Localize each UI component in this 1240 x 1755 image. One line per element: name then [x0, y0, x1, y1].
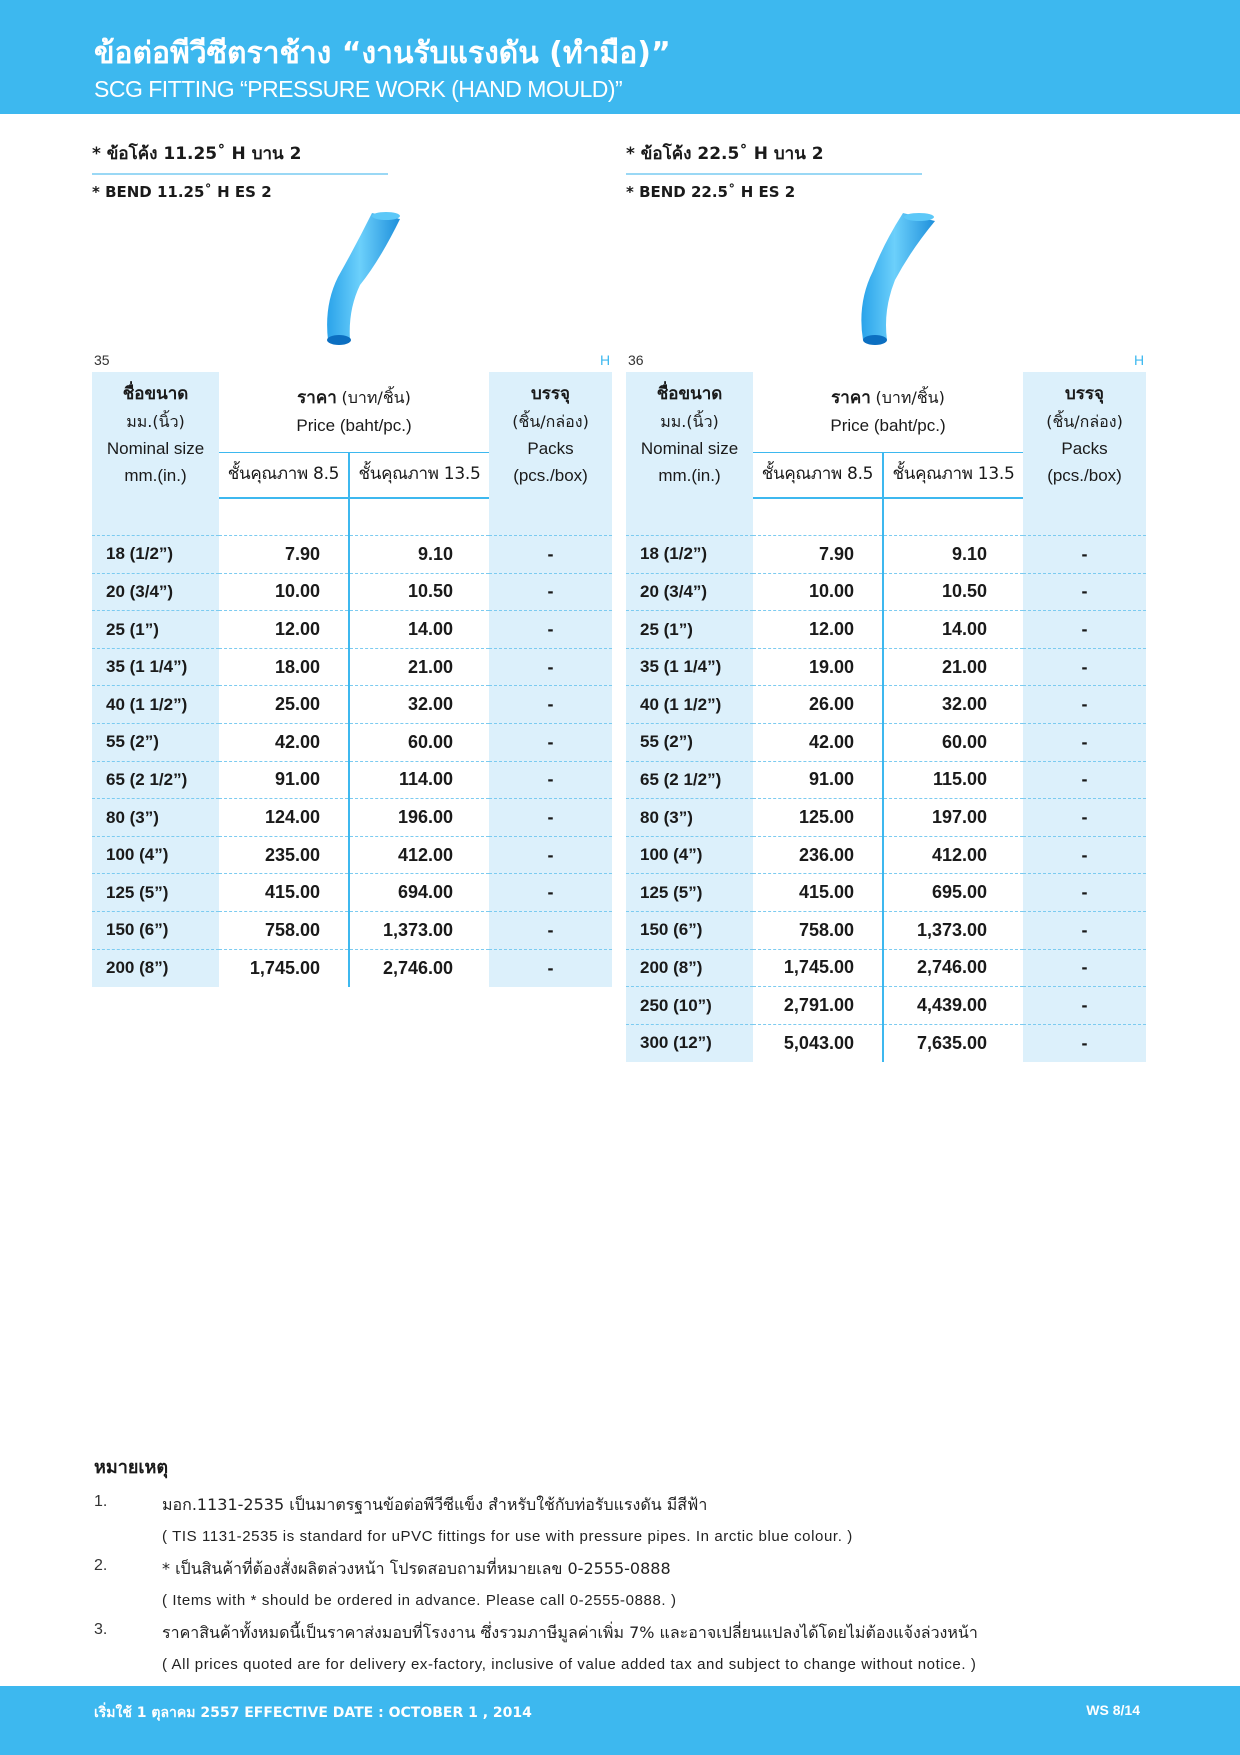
packs-cell: -	[489, 912, 612, 950]
price-grade-13-5-cell: 197.00	[883, 799, 1023, 837]
table-row	[92, 573, 612, 611]
price-grade-13-5-cell: 412.00	[349, 836, 489, 874]
packs-cell: -	[489, 724, 612, 762]
packs-cell: -	[1023, 761, 1146, 799]
price-grade-8-5-cell: 12.00	[219, 611, 349, 649]
note-text-th: * เป็นสินค้าที่ต้องสั่งผลิตล่วงหน้า โปรดสอบถามที่หมายเลข 0-2555-0888	[162, 1559, 671, 1578]
section-title: * ข้อโค้ง 11.25˚ H บาน 2	[92, 140, 388, 175]
packs-cell: -	[489, 799, 612, 837]
table-row	[626, 949, 1146, 987]
table-row	[92, 949, 612, 987]
price-grade-13-5-cell: 2,746.00	[382, 957, 454, 978]
packs-cell: -	[489, 761, 612, 799]
size-cell: 250 (10”)	[626, 987, 753, 1025]
table-row	[92, 761, 612, 799]
packs-cell: -	[1023, 874, 1146, 912]
price-table	[92, 372, 612, 987]
price-grade-8-5-cell: 1,745.00	[219, 949, 349, 987]
price-grade-8-5-cell: 91.00	[753, 761, 883, 799]
size-cell: 125 (5”)	[626, 874, 753, 912]
price-grade-13-5-cell: 10.50	[883, 573, 1023, 611]
note-item	[94, 1493, 1154, 1549]
price-grade-8-5-cell: 7.90	[753, 536, 883, 574]
table-row	[626, 536, 1146, 574]
table-row	[626, 724, 1146, 762]
note-text-th: มอก.1131-2535 เป็นมาตรฐานข้อต่อพีวีซีแข็ง สำหรับใช้กับท่อรับแรงดัน มีสีฟ้า	[162, 1495, 708, 1514]
price-grade-8-5-cell: 1,745.00	[753, 949, 883, 987]
col-header-grade-8-5: ชั้นคุณภาพ 8.5	[753, 452, 883, 498]
effective-date: เริ่มใช้ 1 ตุลาคม 2557 EFFECTIVE DATE : OCTOBER 1 , 2014	[94, 1705, 532, 1721]
price-grade-8-5-cell: 25.00	[219, 686, 349, 724]
col-header-grade-13-5: ชั้นคุณภาพ 13.5	[883, 452, 1023, 498]
table-row	[626, 1024, 1146, 1062]
size-cell: 200 (8”)	[626, 949, 753, 987]
size-cell: 65 (2 1/2”)	[626, 761, 753, 799]
packs-cell: -	[1023, 799, 1146, 837]
size-cell: 200 (8”)	[92, 949, 219, 987]
item-code: 36	[628, 352, 644, 368]
section-bend-22-5	[626, 140, 1146, 201]
packs-cell: -	[1023, 536, 1146, 574]
table-row	[626, 761, 1146, 799]
size-cell: 18 (1/2”)	[92, 536, 219, 574]
price-grade-8-5-cell: 91.00	[219, 761, 349, 799]
size-cell: 35 (1 1/4”)	[626, 648, 753, 686]
table-row	[92, 874, 612, 912]
size-cell: 20 (3/4”)	[92, 573, 219, 611]
table-row	[92, 836, 612, 874]
size-cell: 25 (1”)	[626, 611, 753, 649]
packs-cell: -	[489, 611, 612, 649]
size-cell: 20 (3/4”)	[626, 573, 753, 611]
size-cell: 35 (1 1/4”)	[92, 648, 219, 686]
price-grade-8-5-cell: 758.00	[219, 912, 349, 950]
table-row	[626, 836, 1146, 874]
packs-cell: -	[1023, 686, 1146, 724]
price-grade-13-5-cell: 9.10	[883, 536, 1023, 574]
packs-cell: -	[1023, 1024, 1146, 1062]
table-row	[92, 686, 612, 724]
table-row	[626, 611, 1146, 649]
table-row	[626, 987, 1146, 1025]
item-tag: H	[1134, 352, 1145, 368]
packs-cell: -	[489, 836, 612, 874]
price-grade-13-5-cell: 412.00	[883, 836, 1023, 874]
packs-cell: -	[1023, 611, 1146, 649]
price-grade-8-5-cell: 7.90	[219, 536, 349, 574]
size-cell: 100 (4”)	[626, 836, 753, 874]
price-grade-8-5-cell: 12.00	[753, 611, 883, 649]
table-row	[92, 912, 612, 950]
price-grade-8-5-cell: 758.00	[753, 912, 883, 950]
col-header-size: ชื่อขนาด มม.(นิ้ว) Nominal size mm.(in.)	[92, 372, 219, 498]
table-row	[92, 724, 612, 762]
note-item	[94, 1557, 1154, 1613]
notes-title: หมายเหตุ	[94, 1457, 169, 1478]
col-header-packs: บรรจุ (ชิ้น/กล่อง) Packs (pcs./box)	[1023, 372, 1146, 498]
price-grade-13-5-cell: 695.00	[883, 874, 1023, 912]
size-cell: 25 (1”)	[92, 611, 219, 649]
price-grade-8-5-cell: 235.00	[219, 836, 349, 874]
col-header-packs: บรรจุ (ชิ้น/กล่อง) Packs (pcs./box)	[489, 372, 612, 498]
price-grade-13-5-cell: 4,439.00	[883, 987, 1023, 1025]
price-grade-8-5-cell: 125.00	[753, 799, 883, 837]
price-grade-8-5-cell: 2,791.00	[753, 987, 883, 1025]
note-number: 2.	[94, 1557, 108, 1574]
price-grade-8-5-cell: 10.00	[753, 573, 883, 611]
size-cell: 65 (2 1/2”)	[92, 761, 219, 799]
packs-cell: -	[489, 686, 612, 724]
packs-cell: -	[1023, 724, 1146, 762]
price-grade-8-5-cell: 42.00	[753, 724, 883, 762]
price-grade-8-5-cell: 10.00	[219, 573, 349, 611]
bend-fitting-image	[310, 205, 420, 355]
packs-cell: -	[489, 874, 612, 912]
price-grade-13-5-cell: 694.00	[349, 874, 489, 912]
item-tag: H	[600, 352, 611, 368]
note-text-en: ( Items with * should be ordered in advance. Please call 0-2555-0888. )	[162, 1592, 677, 1609]
size-cell: 80 (3”)	[92, 799, 219, 837]
note-text-en: ( All prices quoted are for delivery ex-factory, inclusive of value added tax and subject to change without notice. )	[162, 1656, 977, 1673]
size-cell: 55 (2”)	[626, 724, 753, 762]
price-grade-13-5-cell: 10.50	[349, 573, 489, 611]
packs-cell: -	[489, 573, 612, 611]
size-cell: 300 (12”)	[626, 1024, 753, 1062]
table-row	[92, 648, 612, 686]
size-cell: 18 (1/2”)	[626, 536, 753, 574]
col-header-price: ราคา (บาท/ชิ้น) Price (baht/pc.)	[219, 372, 489, 452]
note-number: 3.	[94, 1621, 108, 1638]
packs-cell: -	[1023, 648, 1146, 686]
note-number: 1.	[94, 1493, 108, 1510]
price-grade-13-5-cell: 7,635.00	[916, 1032, 988, 1053]
price-grade-8-5-cell: 236.00	[753, 836, 883, 874]
page-title-en: SCG FITTING “PRESSURE WORK (HAND MOULD)”	[94, 76, 623, 102]
size-cell: 55 (2”)	[92, 724, 219, 762]
price-grade-13-5-cell: 114.00	[349, 761, 489, 799]
col-header-grade-8-5: ชั้นคุณภาพ 8.5	[219, 452, 349, 498]
price-table	[626, 372, 1146, 1062]
table-row	[626, 799, 1146, 837]
size-cell: 100 (4”)	[92, 836, 219, 874]
price-grade-13-5-cell: 9.10	[349, 536, 489, 574]
table-row	[626, 686, 1146, 724]
section-title: * ข้อโค้ง 22.5˚ H บาน 2	[626, 140, 922, 175]
price-grade-13-5-cell: 1,373.00	[349, 912, 489, 950]
price-grade-13-5-cell: 60.00	[349, 724, 489, 762]
notes-section	[94, 1452, 1154, 1685]
col-header-grade-13-5: ชั้นคุณภาพ 13.5	[349, 452, 489, 498]
price-grade-13-5-cell: 14.00	[883, 611, 1023, 649]
price-grade-8-5-cell: 415.00	[219, 874, 349, 912]
table-row	[626, 874, 1146, 912]
packs-cell: -	[1023, 987, 1146, 1025]
col-header-price: ราคา (บาท/ชิ้น) Price (baht/pc.)	[753, 372, 1023, 452]
note-text-en: ( TIS 1131-2535 is standard for uPVC fittings for use with pressure pipes. In arctic blue colour. )	[162, 1528, 853, 1545]
price-grade-8-5-cell: 26.00	[753, 686, 883, 724]
table-row	[92, 536, 612, 574]
size-cell: 150 (6”)	[92, 912, 219, 950]
page-footer	[0, 1686, 1240, 1755]
table-row	[92, 611, 612, 649]
page-header	[0, 0, 1240, 114]
item-code: 35	[94, 352, 110, 368]
packs-cell: -	[1023, 912, 1146, 950]
note-text-th: ราคาสินค้าทั้งหมดนี้เป็นราคาส่งมอบที่โรงงาน ซึ่งรวมภาษีมูลค่าเพิ่ม 7% และอาจเปลี่ยนแปลงได้โดยไม่ต้องแจ้งล่วงหน้า	[162, 1623, 978, 1642]
section-subtitle: * BEND 22.5˚ H ES 2	[626, 183, 796, 201]
price-grade-13-5-cell: 196.00	[349, 799, 489, 837]
size-cell: 80 (3”)	[626, 799, 753, 837]
size-cell: 40 (1 1/2”)	[92, 686, 219, 724]
price-grade-13-5-cell: 115.00	[883, 761, 1023, 799]
size-cell: 150 (6”)	[626, 912, 753, 950]
price-grade-13-5-cell: 21.00	[883, 648, 1023, 686]
note-item	[94, 1621, 1154, 1677]
price-grade-13-5-cell: 32.00	[883, 686, 1023, 724]
price-grade-8-5-cell: 415.00	[753, 874, 883, 912]
price-grade-13-5-cell: 2,746.00	[883, 949, 1023, 987]
section-subtitle: * BEND 11.25˚ H ES 2	[92, 183, 272, 201]
table-row	[626, 648, 1146, 686]
section-bend-11-25	[92, 140, 612, 201]
packs-cell: -	[1023, 836, 1146, 874]
size-cell: 40 (1 1/2”)	[626, 686, 753, 724]
page-code: WS 8/14	[1086, 1702, 1140, 1718]
table-row	[626, 573, 1146, 611]
packs-cell: -	[1023, 949, 1146, 987]
page-title-th: ข้อต่อพีวีซีตราช้าง “งานรับแรงดัน (ทำมือ)”	[94, 36, 671, 71]
table-row	[626, 912, 1146, 950]
price-grade-8-5-cell: 19.00	[753, 648, 883, 686]
price-grade-13-5-cell: 60.00	[883, 724, 1023, 762]
price-grade-8-5-cell: 18.00	[219, 648, 349, 686]
col-header-size: ชื่อขนาด มม.(นิ้ว) Nominal size mm.(in.)	[626, 372, 753, 498]
price-grade-8-5-cell: 5,043.00	[753, 1024, 883, 1062]
price-grade-8-5-cell: 124.00	[219, 799, 349, 837]
price-grade-13-5-cell: 14.00	[349, 611, 489, 649]
size-cell: 125 (5”)	[92, 874, 219, 912]
packs-cell: -	[1023, 573, 1146, 611]
price-grade-8-5-cell: 42.00	[219, 724, 349, 762]
price-grade-13-5-cell: 32.00	[349, 686, 489, 724]
price-grade-13-5-cell: 1,373.00	[883, 912, 1023, 950]
table-row	[92, 799, 612, 837]
packs-cell: -	[489, 648, 612, 686]
bend-fitting-image	[843, 205, 953, 355]
packs-cell: -	[489, 949, 612, 987]
packs-cell: -	[489, 536, 612, 574]
price-grade-13-5-cell: 21.00	[349, 648, 489, 686]
